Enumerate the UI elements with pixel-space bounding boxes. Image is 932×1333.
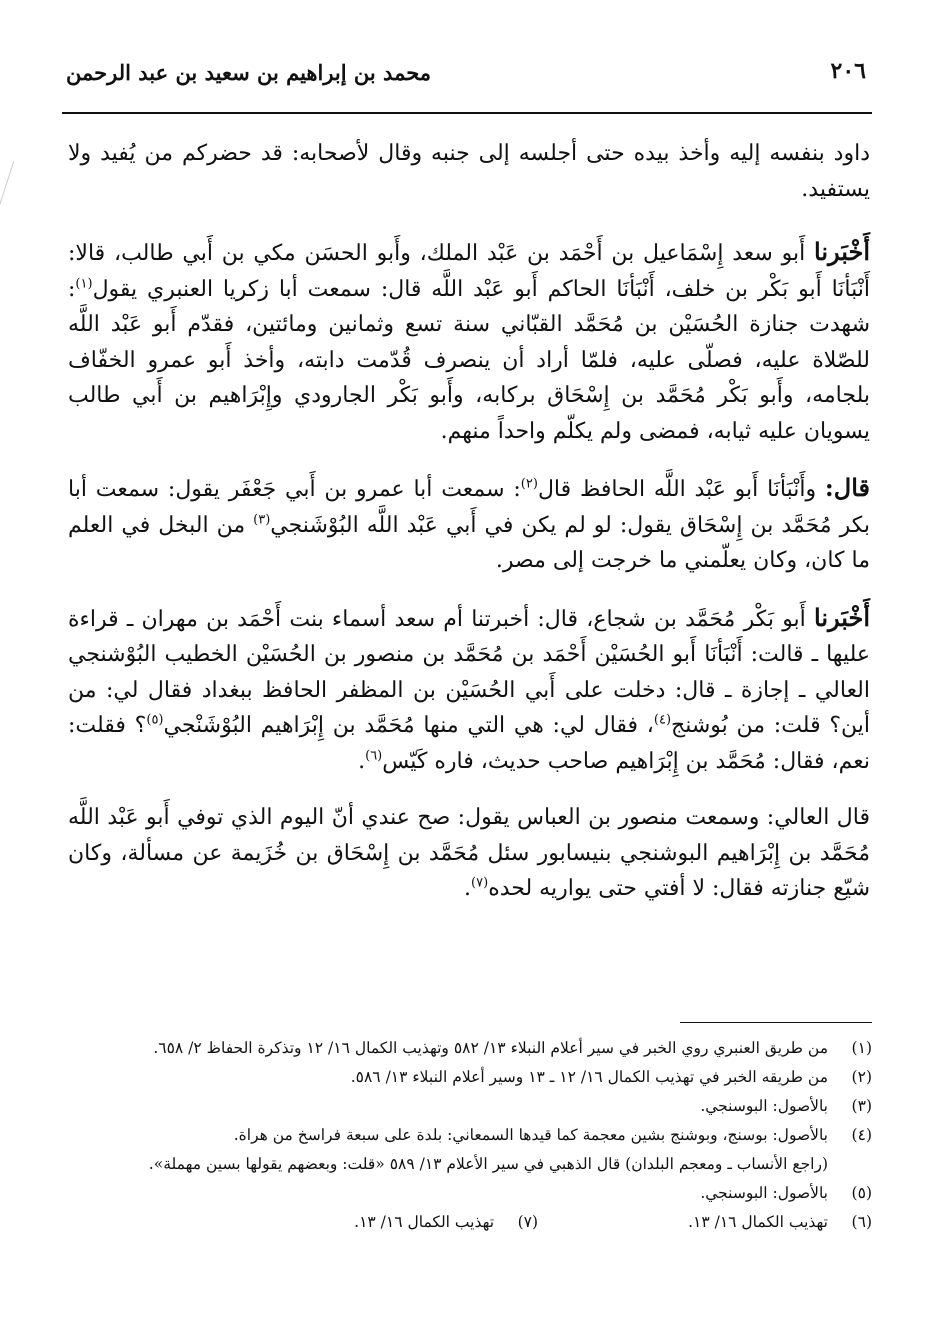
footnote-text: بالأصول: البوسنجي. (700, 1184, 828, 1202)
footnote-6 (688, 1208, 872, 1237)
paragraph-4 (68, 600, 870, 780)
paragraph-text: قال العالي: وسمعت منصور بن العباس يقول: صح عندي أنّ اليوم الذي توفي أَبو عَبْد اللَّه مُحَمَّد بن إِبْرَاهيم البوشنجي بنيسابور سئل مُحَمَّد بن إِسْحَاق بن خُزَيمة عن مسألة، وكان شيّع جنازته فقال: لا أفتي حتى يواريه لحده (68, 805, 870, 901)
scan-edge-mark (0, 161, 15, 219)
footnote-ref[interactable]: (٣) (253, 512, 271, 528)
running-title: محمد بن إبراهيم بن سعيد بن عبد الرحمن (66, 60, 432, 85)
footnote-divider (680, 1022, 872, 1023)
paragraph-text: . (464, 876, 472, 901)
paragraph-text: داود بنفسه إليه وأخذ بيده حتى أجلسه إلى جنبه وقال لأصحابه: قد حضركم من يُفيد ولا يستفيد. (68, 141, 871, 202)
footnote-number: (١) (851, 1039, 872, 1057)
footnote-1 (70, 1034, 872, 1063)
paragraph-lead: قال: (824, 473, 870, 502)
paragraph-text: أَبو بَكْر مُحَمَّد بن شجاع، قال: أخبرتنا أم سعد أسماء بنت أَحْمَد بن مهران ـ قراءة عليها ـ قالت: أَنْبَأنَا أَبو الحُسَيْن أَحْمَد بن مُحَمَّد بن منصور بن الحُسَيْن الخطيب البُوْشنجي العالي ـ إجازة ـ قال: دخلت على أَبي الحُسَيْن بن المظفر الحافظ ببغداد فقال لي: من أين؟ قلت: من بُوشنج (68, 606, 870, 738)
paragraph-5 (68, 800, 870, 907)
header-divider (62, 112, 872, 114)
footnote-text: من طريقه الخبر في تهذيب الكمال ١٦/ ١٢ ـ ١٣ وسير أعلام النبلاء ١٣/ ٥٨٦. (350, 1068, 828, 1086)
paragraph-text: ؟ فقلت: نعم، فقال: مُحَمَّد بن إِبْرَاهيم صاحب حديث، فاره كَيّس (68, 713, 870, 774)
footnote-number: (٧) (517, 1213, 539, 1231)
footnote-ref[interactable]: (١) (75, 276, 93, 292)
paragraph-text: من البخل في العلم ما كان، وكان يعلّمني ما خرجت إلى مصر. (68, 512, 870, 573)
footnote-3 (70, 1092, 872, 1121)
footnote-ref[interactable]: (٥) (146, 712, 164, 728)
footnote-text: تهذيب الكمال ١٦/ ١٣. (688, 1213, 828, 1231)
paragraph-3 (68, 470, 870, 579)
footnote-ref[interactable]: (٤) (653, 712, 672, 728)
main-text (68, 136, 870, 928)
footnote-ref[interactable]: (٢) (520, 476, 538, 492)
footnote-number: (٦) (851, 1213, 872, 1231)
paragraph-text: أَبو سعد إِسْمَاعيل بن أَحْمَد بن عَبْد الملك، وأَبو الحسَن مكي بن أَبي طالب، قالا: أَنْبَأنَا أَبو بَكْر بن خلف، أَنْبَأنَا الحاكم أَبو عَبْد اللَّه قال: سمعت أبا زكريا العنبري يقول (68, 241, 870, 302)
paragraph-text: : سمعت أبا عمرو بن أَبي جَعْفَر يقول: سمعت أبا بكر مُحَمَّد بن إِسْحَاق يقول: لو لم يكن في أَبي عَبْد اللَّه البُوْشَنجي (68, 477, 871, 538)
paragraph-text: : شهدت جنازة الحُسَيْن بن مُحَمَّد القبّاني سنة تسع وثمانين ومائتين، فقدّم أَبو عَبْد اللَّه للصّلاة عليه، فصلّى عليه، فلمّا أراد أن ينصرف قُدّمت دابته، وأخذ أَبو عمرو الخفّاف بلجامه، وأَبو بَكْر مُحَمَّد بن إِسْحَاق بركابه، وأَبو بَكْر الجارودي وإِبْرَاهيم بن أَبي طالب يسويان عليه ثيابه، فمضى ولم يكلّم واحداً منهم. (68, 276, 870, 444)
footnotes (70, 1034, 872, 1237)
footnote-number: (٢) (851, 1068, 872, 1086)
footnote-text: تهذيب الكمال ١٦/ ١٣. (354, 1213, 495, 1231)
footnote-4-continuation: (راجع الأنساب ـ ومعجم البلدان) قال الذهبي في سير الأعلام ١٣/ ٥٨٩ «قلت: وبعضهم يقولها بسين مهملة». (148, 1155, 828, 1173)
footnote-number: (٣) (851, 1097, 872, 1115)
footnote-ref[interactable]: (٦) (365, 748, 383, 764)
paragraph-text: ، فقال لي: هي التي منها مُحَمَّد بن إِبْرَاهيم البُوْشَنْجي (163, 713, 654, 738)
paragraph-lead: أَخْبَرنا (814, 602, 870, 632)
paragraph-text: . (358, 748, 366, 774)
footnote-number: (٥) (851, 1184, 872, 1202)
paragraph-1 (68, 136, 870, 207)
footnote-7 (354, 1208, 538, 1237)
footnote-text: بالأصول: بوسنج، وبوشنج بشين معجمة كما قيدها السمعاني: بلدة على سبعة فراسخ من هراة. (233, 1126, 828, 1144)
footnote-text: من طريق العنبري روي الخبر في سير أعلام النبلاء ١٣/ ٥٨٢ وتهذيب الكمال ١٦/ ١٢ وتذكرة الحفاظ ٢/ ٦٥٨. (153, 1039, 828, 1057)
footnote-5 (70, 1179, 872, 1208)
page-header (66, 56, 870, 106)
page-number: ٢٠٦ (830, 58, 866, 84)
footnote-number: (٤) (851, 1126, 872, 1144)
footnote-2 (70, 1063, 872, 1092)
footnote-4 (70, 1121, 872, 1150)
paragraph-2 (68, 234, 870, 449)
paragraph-text: وأَنْبَأنَا أَبو عَبْد اللَّه الحافظ قال (537, 477, 825, 502)
footnote-text: بالأصول: البوسنجي. (700, 1097, 828, 1115)
paragraph-lead: أَخْبَرنا (814, 237, 870, 266)
footnote-ref[interactable]: (٧) (471, 875, 489, 891)
footnote-row-6-7 (70, 1208, 872, 1237)
